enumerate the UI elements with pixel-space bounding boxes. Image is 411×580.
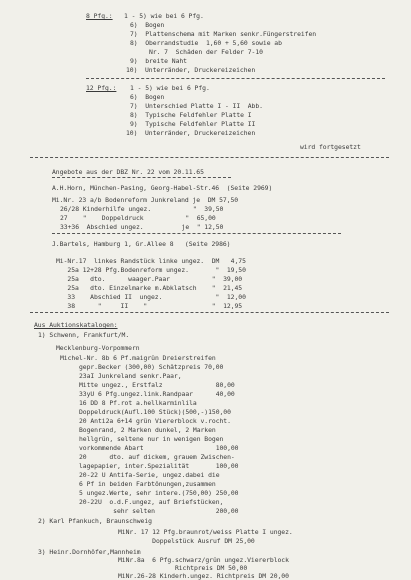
lot-line-13: lagepapier, inter.Spezialität 100,00 [60,462,239,470]
auction-house-1: 1) Schwenn, Frankfurt/M. [38,331,130,339]
lot-line-14: 20-22 U Antifa-Serie, ungez.dabei die [60,471,220,479]
house-3-line-3: MiNr.26-28 Kinderh.ungez. Richtpreis DM 20,00 [118,572,289,580]
dealer-1-line-2: 26/28 Kinderhilfe ungez. " 39,50 [60,205,224,213]
line-8pfg-5: Nr. 7 Schäden der Felder 7-10 [130,48,263,56]
line-12pfg-1: 1 - 5) wie bei 6 Pfg. [130,84,210,92]
dealer-2-line-2: 25a 12+28 Pfg.Bodenreform ungez. " 19,50 [56,266,246,274]
lot-line-15: 6 Pf in beiden Farbtönungen,zusammen [60,480,216,488]
house-2-line-2: Doppelstück Ausruf DM 25,00 [118,537,255,545]
line-12pfg-3: 7) Unterschied Platte I - II Abb. [130,102,263,110]
divider-4 [30,312,389,313]
lot-line-5: 33yU 6 Pfg.ungez.link.Randpaar 40,00 [60,390,235,398]
line-12pfg-4: 8) Typische Feldfehler Platte I [130,111,252,119]
dealer-2-line-1: Mi-Nr.17 linkes Randstück linke ungez. DM 4,75 [56,257,246,265]
continued-note: wird fortgesetzt [300,143,361,151]
auctions-title: Aus Auktionskatalogen: [34,321,118,329]
divider-2 [30,157,389,158]
lot-line-16: 5 ungez.Werte, sehr intere.(750,00) 250,00 [60,489,239,497]
dealer-2-line-4: 25a dto. Einzelmarke m.Abklatsch " 21,45 [56,284,243,292]
lot-line-17: 20-22U o.d.F.ungez, auf Briefstücken, [60,498,224,506]
line-12pfg-2: 6) Bogen [130,93,165,101]
line-8pfg-4: 8) Oberrandstudie 1,60 + 5,60 sowie ab [130,39,282,47]
dealer-2-line-6: 38 " II " " 12,95 [56,302,243,310]
divider-3 [52,233,341,234]
offers-title-underline [52,177,231,178]
lot-line-1: Michel-Nr. 8b 6 Pf.maigrün Dreierstreifen [60,354,216,362]
dealer-1-name: A.H.Horn, München-Pasing, Georg-Habel-Str.46 (Seite 2969) [52,184,273,192]
lot-line-12: 20 dto. auf dickem, grauem Zwischen- [60,453,235,461]
dealer-1-line-4: 33+36 Abschied ungez. je " 12,50 [60,223,224,231]
region-label: Mecklenburg-Vorpommern [56,344,140,352]
line-8pfg-2: 6) Bogen [130,21,165,29]
lot-line-7: Doppeldruck(Aufl.100 Stück)(500,-)150,00 [60,408,231,416]
auction-house-3: 3) Heinr.Dornhöfer,Mannheim [38,548,141,556]
lot-line-8: 20 Anti2a 6+14 grün Viererblock v.rocht. [60,417,231,425]
lot-line-4: Mitte ungez., Erstfalz 80,00 [60,381,235,389]
dealer-2-name: J.Bartels, Hamburg 1, Gr.Allee 8 (Seite 2986) [52,240,231,248]
lot-line-9: Bogenrand, 2 Marken dunkel, 2 Marken [60,426,216,434]
line-8pfg-7: 10) Unterränder, Druckereizeichen [126,66,256,74]
lot-line-3: 23aI Junkreland senkr.Paar, [60,372,182,380]
house-3-line-2: Richtpreis DM 50,00 [118,564,248,572]
dealer-2-line-3: 25a dto. waager.Paar " 39,00 [56,275,243,283]
lot-line-11: vorkommende Abart 100,00 [60,444,239,452]
lot-line-2: gepr.Becker (300,00) Schätzpreis 70,00 [60,363,224,371]
heading-8pfg: 8 Pfg.: [86,12,113,20]
line-8pfg-3: 7) Plattenschema mit Marken senkr.Füngerstreifen [130,30,317,38]
line-12pfg-5: 9) Typische Feldfehler Platte II [130,120,256,128]
lot-line-18: sehr selten 200,00 [60,507,239,515]
offers-title: Angebote aus der DBZ Nr. 22 vom 20.11.65 [52,168,204,176]
lot-line-10: hellgrün, seltene nur in wenigen Bogen [60,435,224,443]
lot-line-6: 16 DD 8 Pf.rot a.hellkarminlila [60,399,197,407]
line-8pfg-1: 1 - 5) wie bei 6 Pfg. [124,12,204,20]
house-3-line-1: MiNr.8a 6 Pfg.schwarz/grün ungez.Viererblock [118,556,289,564]
dealer-1-line-3: 27 " Doppeldruck " 65,00 [60,214,216,222]
dealer-1-line-1: Mi.Nr. 23 a/b Bodenreform Junkreland je DM 57,50 [52,196,239,204]
auction-house-2: 2) Karl Pfankuch, Braunschweig [38,517,152,525]
divider-1 [86,78,385,79]
line-8pfg-6: 9) breite Naht [130,57,187,65]
dealer-2-line-5: 33 Abschied II ungez. " 12,00 [56,293,246,301]
line-12pfg-6: 10) Unterränder, Druckereizeichen [126,129,256,137]
house-2-line-1: MiNr. 17 12 Pfg.braunrot/weiss Platte I ungez. [118,528,293,536]
heading-12pfg: 12 Pfg.: [86,84,117,92]
